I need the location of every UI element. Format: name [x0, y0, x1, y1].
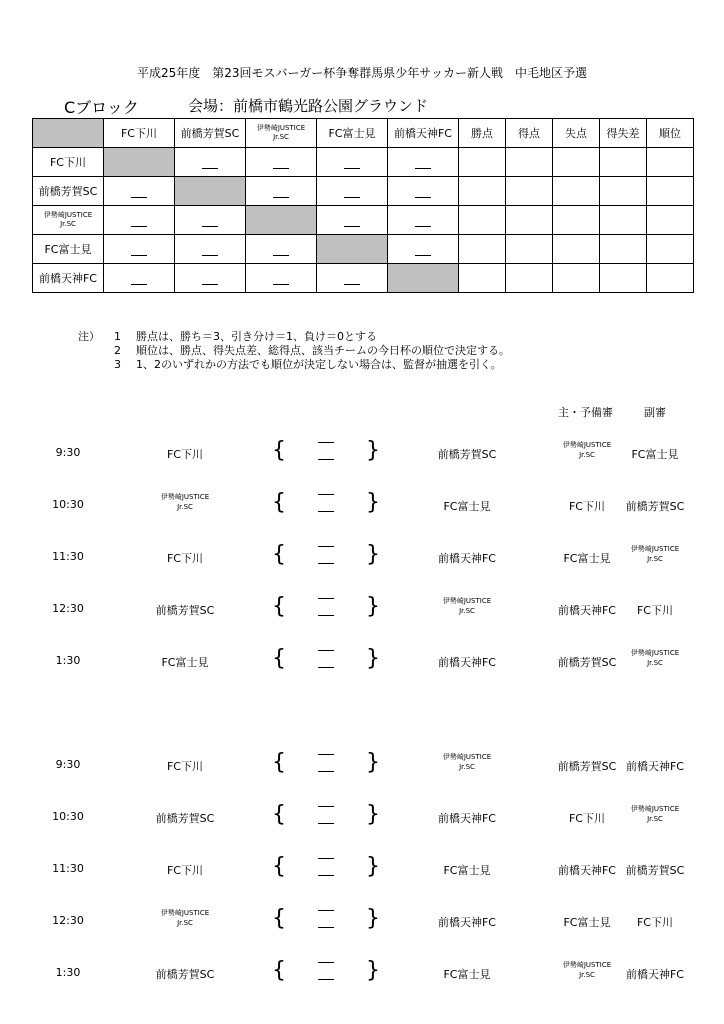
score-dash	[318, 962, 334, 963]
score-bracket-left: {	[272, 906, 286, 931]
away-team: 前橋天神FC	[437, 812, 496, 825]
away-team: 伊勢崎JUSTICE Jr.SC	[442, 597, 492, 615]
away-team: 前橋天神FC	[437, 552, 496, 565]
score-bracket-left: {	[272, 958, 286, 983]
stat-cell	[553, 206, 600, 235]
result-cell	[175, 148, 246, 177]
result-cell	[388, 148, 459, 177]
stat-cell	[553, 148, 600, 177]
score-dash	[273, 284, 289, 285]
result-cell	[246, 177, 317, 206]
stat-cell	[600, 148, 647, 177]
score-dash	[318, 823, 334, 824]
score-bracket-right: }	[366, 646, 380, 671]
note-number: 1	[114, 330, 121, 343]
block-title: Cブロック	[64, 98, 139, 117]
venue-label: 会場：前橋市鶴光路公園グラウンド	[188, 97, 429, 115]
score-dash	[131, 226, 147, 227]
column-header: 前橋芳賀SC	[175, 119, 246, 148]
match-time: 12:30	[52, 914, 84, 927]
match-time: 11:30	[52, 862, 84, 875]
score-dash	[318, 754, 334, 755]
away-team: FC富士見	[443, 968, 491, 981]
home-team: 前橋芳賀SC	[155, 968, 215, 981]
match-time: 1:30	[55, 654, 81, 667]
standings-table	[32, 118, 694, 293]
ref2-team: 伊勢崎JUSTICE Jr.SC	[630, 545, 680, 563]
score-dash	[344, 197, 360, 198]
row-header: 前橋芳賀SC	[33, 177, 104, 206]
ref2-team: FC富士見	[631, 448, 679, 461]
match-row	[0, 640, 724, 680]
ref2-team: FC下川	[636, 604, 673, 617]
table-row	[33, 264, 694, 293]
self-match-cell	[175, 177, 246, 206]
stat-cell	[459, 264, 506, 293]
away-team: 伊勢崎JUSTICE Jr.SC	[442, 753, 492, 771]
home-team: FC下川	[166, 552, 203, 565]
stat-cell	[459, 206, 506, 235]
stat-cell	[459, 235, 506, 264]
score-bracket-right: }	[366, 594, 380, 619]
row-header: FC下川	[33, 148, 104, 177]
note-text: 1、2のいずれかの方法でも順位が決定しない場合は、監督が抽選を引く。	[136, 358, 502, 371]
stat-cell	[647, 206, 694, 235]
match-time: 11:30	[52, 550, 84, 563]
ref1-team: 前橋天神FC	[557, 864, 616, 877]
score-dash	[318, 927, 334, 928]
away-team: FC富士見	[443, 500, 491, 513]
standings-header-row	[33, 119, 694, 148]
score-dash	[344, 226, 360, 227]
score-dash	[131, 284, 147, 285]
score-dash	[131, 255, 147, 256]
match-row	[0, 952, 724, 992]
score-bracket-right: }	[366, 490, 380, 515]
score-dash	[273, 197, 289, 198]
ref1-team: 前橋芳賀SC	[557, 656, 617, 669]
score-bracket-right: }	[366, 854, 380, 879]
score-bracket-left: {	[272, 802, 286, 827]
stat-cell	[553, 264, 600, 293]
ref1-team: FC下川	[568, 812, 605, 825]
match-row	[0, 900, 724, 940]
score-dash	[415, 226, 431, 227]
score-bracket-left: {	[272, 646, 286, 671]
score-dash	[318, 615, 334, 616]
match-time: 12:30	[52, 602, 84, 615]
ref1-team: 前橋芳賀SC	[557, 760, 617, 773]
score-dash	[318, 771, 334, 772]
self-match-cell	[388, 264, 459, 293]
score-dash	[318, 494, 334, 495]
table-row	[33, 206, 694, 235]
score-dash	[318, 875, 334, 876]
result-cell	[175, 206, 246, 235]
score-dash	[318, 858, 334, 859]
score-dash	[344, 284, 360, 285]
row-header: 前橋天神FC	[33, 264, 104, 293]
score-bracket-right: }	[366, 906, 380, 931]
ref1-team: FC富士見	[563, 916, 611, 929]
notes	[78, 330, 510, 372]
stat-cell	[553, 177, 600, 206]
match-time: 1:30	[55, 966, 81, 979]
self-match-cell	[317, 235, 388, 264]
column-header	[246, 119, 317, 148]
score-dash	[202, 284, 218, 285]
team-name: 伊勢崎JUSTICE Jr.SC	[256, 124, 306, 141]
ref2-team: 前橋天神FC	[625, 968, 684, 981]
match-row	[0, 848, 724, 888]
result-cell	[104, 177, 175, 206]
result-cell	[317, 264, 388, 293]
column-header: 順位	[647, 119, 694, 148]
stat-cell	[506, 264, 553, 293]
ref2-team: 伊勢崎JUSTICE Jr.SC	[630, 649, 680, 667]
stat-cell	[647, 235, 694, 264]
stat-cell	[506, 235, 553, 264]
score-bracket-left: {	[272, 542, 286, 567]
score-dash	[318, 650, 334, 651]
stat-cell	[553, 235, 600, 264]
ref1-team: 前橋天神FC	[557, 604, 616, 617]
self-match-cell	[104, 148, 175, 177]
result-cell	[388, 206, 459, 235]
stat-cell	[506, 177, 553, 206]
match-time: 10:30	[52, 810, 84, 823]
away-team: 前橋天神FC	[437, 656, 496, 669]
score-dash	[318, 546, 334, 547]
score-dash	[318, 511, 334, 512]
row-header	[33, 206, 104, 235]
home-team: FC富士見	[161, 656, 209, 669]
ref2-team: 前橋芳賀SC	[625, 500, 685, 513]
score-bracket-right: }	[366, 438, 380, 463]
row-header: FC富士見	[33, 235, 104, 264]
score-bracket-right: }	[366, 750, 380, 775]
result-cell	[104, 235, 175, 264]
result-cell	[104, 264, 175, 293]
score-dash	[318, 442, 334, 443]
result-cell	[104, 206, 175, 235]
away-team: FC富士見	[443, 864, 491, 877]
score-bracket-right: }	[366, 958, 380, 983]
self-match-cell	[246, 206, 317, 235]
match-time: 9:30	[55, 446, 81, 459]
away-team: 前橋天神FC	[437, 916, 496, 929]
column-header: FC富士見	[317, 119, 388, 148]
home-team: 伊勢崎JUSTICE Jr.SC	[160, 493, 210, 511]
result-cell	[175, 264, 246, 293]
result-cell	[246, 235, 317, 264]
stat-cell	[600, 235, 647, 264]
ref1-team: 伊勢崎JUSTICE Jr.SC	[562, 961, 612, 979]
match-row	[0, 588, 724, 628]
stat-cell	[600, 206, 647, 235]
score-dash	[273, 255, 289, 256]
score-bracket-right: }	[366, 802, 380, 827]
score-dash	[318, 910, 334, 911]
ref1-team: FC富士見	[563, 552, 611, 565]
note-text: 順位は、勝点、得失点差、総得点、該当チームの今日杯の順位で決定する。	[136, 344, 510, 357]
result-cell	[317, 177, 388, 206]
stat-cell	[647, 148, 694, 177]
score-dash	[202, 168, 218, 169]
score-dash	[318, 459, 334, 460]
column-header: 勝点	[459, 119, 506, 148]
score-dash	[344, 168, 360, 169]
result-cell	[317, 148, 388, 177]
score-bracket-left: {	[272, 594, 286, 619]
home-team: 前橋芳賀SC	[155, 812, 215, 825]
score-dash	[318, 806, 334, 807]
score-dash	[415, 197, 431, 198]
stat-cell	[600, 177, 647, 206]
column-header: 前橋天神FC	[388, 119, 459, 148]
stat-cell	[459, 148, 506, 177]
note-number: 2	[114, 344, 121, 357]
result-cell	[246, 148, 317, 177]
corner-cell	[33, 119, 104, 148]
stat-cell	[506, 148, 553, 177]
score-dash	[318, 563, 334, 564]
column-header: 失点	[553, 119, 600, 148]
home-team: FC下川	[166, 448, 203, 461]
home-team: 伊勢崎JUSTICE Jr.SC	[160, 909, 210, 927]
ref1-team: 伊勢崎JUSTICE Jr.SC	[562, 441, 612, 459]
result-cell	[388, 177, 459, 206]
ref1-team: FC下川	[568, 500, 605, 513]
stat-cell	[647, 177, 694, 206]
score-dash	[415, 168, 431, 169]
score-bracket-left: {	[272, 750, 286, 775]
score-dash	[131, 197, 147, 198]
result-cell	[317, 206, 388, 235]
note-number: 3	[114, 358, 121, 371]
home-team: FC下川	[166, 864, 203, 877]
result-cell	[388, 235, 459, 264]
score-dash	[415, 255, 431, 256]
score-dash	[318, 979, 334, 980]
score-dash	[273, 168, 289, 169]
column-header: 得点	[506, 119, 553, 148]
score-bracket-right: }	[366, 542, 380, 567]
column-header: 得失差	[600, 119, 647, 148]
match-time: 10:30	[52, 498, 84, 511]
result-cell	[246, 264, 317, 293]
match-time: 9:30	[55, 758, 81, 771]
ref2-team: 前橋天神FC	[625, 760, 684, 773]
ref2-team: 伊勢崎JUSTICE Jr.SC	[630, 805, 680, 823]
main-referee-header: 主・予備審	[558, 406, 613, 419]
team-name: 伊勢崎JUSTICE Jr.SC	[43, 211, 93, 228]
score-bracket-left: {	[272, 490, 286, 515]
notes-lead: 注）	[78, 330, 100, 343]
table-row	[33, 148, 694, 177]
match-row	[0, 744, 724, 784]
score-dash	[202, 226, 218, 227]
score-dash	[318, 598, 334, 599]
score-dash	[202, 255, 218, 256]
stat-cell	[600, 264, 647, 293]
document-title: 平成25年度 第23回モスバーガー杯争奪群馬県少年サッカー新人戦 中毛地区予選	[136, 66, 588, 80]
table-row	[33, 177, 694, 206]
home-team: 前橋芳賀SC	[155, 604, 215, 617]
assistant-referee-header: 副審	[644, 406, 666, 419]
stat-cell	[459, 177, 506, 206]
score-bracket-left: {	[272, 854, 286, 879]
table-row	[33, 235, 694, 264]
away-team: 前橋芳賀SC	[437, 448, 497, 461]
stat-cell	[506, 206, 553, 235]
score-bracket-left: {	[272, 438, 286, 463]
score-dash	[318, 667, 334, 668]
result-cell	[175, 235, 246, 264]
ref2-team: FC下川	[636, 916, 673, 929]
match-row	[0, 432, 724, 472]
stat-cell	[647, 264, 694, 293]
ref2-team: 前橋芳賀SC	[625, 864, 685, 877]
home-team: FC下川	[166, 760, 203, 773]
note-text: 勝点は、勝ち＝3、引き分け＝1、負け＝0とする	[136, 330, 377, 343]
match-row	[0, 484, 724, 524]
match-row	[0, 796, 724, 836]
match-row	[0, 536, 724, 576]
column-header: FC下川	[104, 119, 175, 148]
